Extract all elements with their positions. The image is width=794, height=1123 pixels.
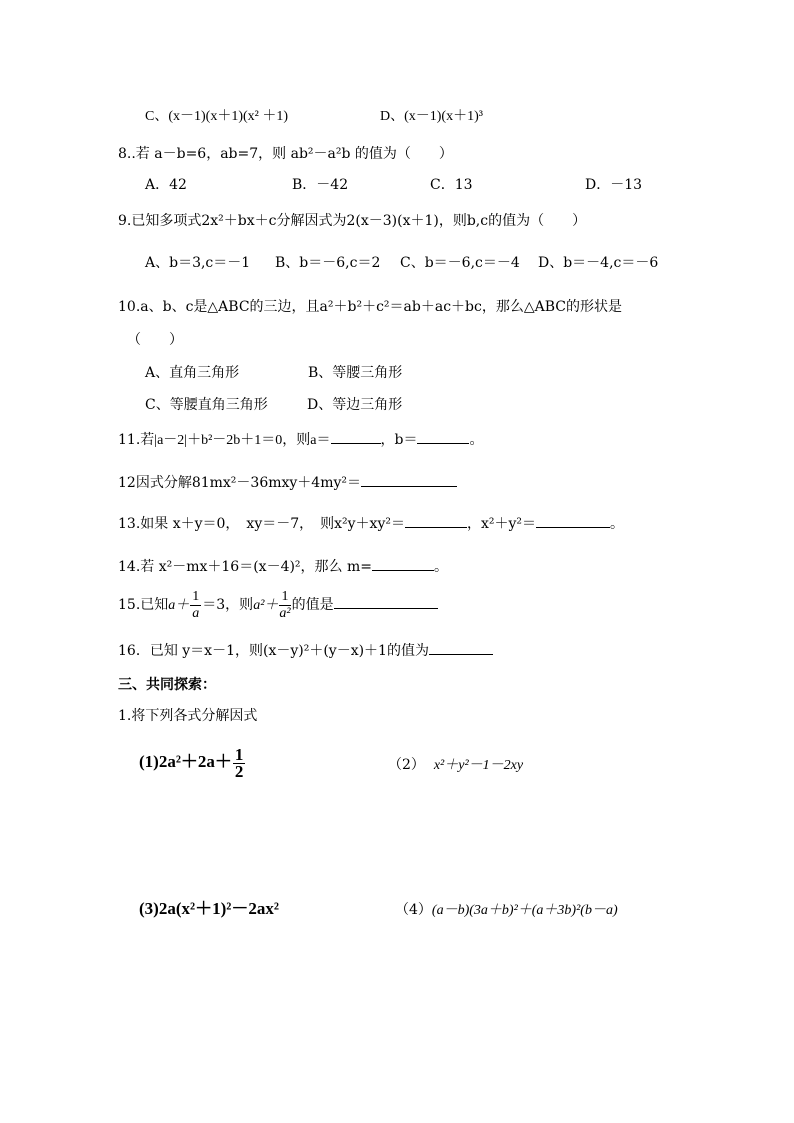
- section-3-title: 三、共同探索：: [118, 677, 216, 693]
- q8-stem: 8..若 a－b=6，ab=7，则 ab²－a²b 的值为（ ）: [118, 146, 453, 162]
- q13-mid: ，x²＋y²＝: [466, 516, 537, 532]
- ex1-p2-expr: x²＋y²－1－2xy: [433, 758, 524, 773]
- q12-blank[interactable]: [361, 472, 457, 487]
- q16-blank[interactable]: [429, 640, 493, 655]
- q11-end: 。: [469, 432, 484, 448]
- q14-end: 。: [434, 559, 449, 575]
- q15-end: 的值是: [291, 597, 334, 613]
- q15-fraction-1: [190, 589, 201, 622]
- q7-option-d: D、(x－1)(x＋1)³: [380, 109, 483, 124]
- ex1-p2-label: （2）: [388, 757, 425, 773]
- ex1-p1-expr: (1)2a²＋2a＋: [139, 752, 232, 771]
- q13-blank-2[interactable]: [536, 513, 610, 528]
- q15-blank[interactable]: [334, 594, 438, 609]
- q10-option-a: A、直角三角形: [145, 365, 240, 381]
- q13-end: 。: [610, 516, 625, 532]
- ex1-p1-den: 2: [234, 761, 244, 781]
- exercise-1-part-4: [395, 901, 618, 920]
- q8-option-c: C．13: [430, 177, 473, 193]
- q15-fraction-2: [279, 589, 290, 622]
- q10-stem: 10.a、b、c是△ABC的三边，且a²＋b²＋c²＝ab＋ac＋bc，那么△ABC的形状是: [118, 299, 622, 315]
- q8-option-d: D．－13: [585, 177, 643, 193]
- exercise-1-part-3: (3)2a(x²＋1)²－2ax²: [139, 899, 279, 918]
- q11-blank-a[interactable]: [331, 429, 381, 444]
- q11-expr: |a－2|＋b²－2b＋1＝0，则a＝: [154, 433, 331, 448]
- q13-blank-1[interactable]: [405, 513, 467, 528]
- q15-eq3: ＝3，则: [202, 597, 254, 613]
- q10-option-d: D、等边三角形: [307, 397, 403, 413]
- q10-paren: （ ）: [127, 332, 183, 348]
- q9-option-c: C、b＝－6,c＝－4: [400, 255, 520, 271]
- q16-text: 16．已知 y＝x－1，则(x－y)²＋(y－x)＋1的值为: [118, 643, 429, 659]
- ex1-p1-fraction: [233, 744, 246, 781]
- q15-frac2-num: 1: [279, 589, 290, 606]
- q11-mid: ，b＝: [380, 432, 418, 448]
- ex1-p4-label: （4）: [395, 902, 432, 918]
- q14-line: [118, 556, 448, 576]
- ex1-p1-num: 1: [234, 744, 244, 764]
- q10-option-c: C、等腰直角三角形: [145, 397, 268, 413]
- q8-option-b: B．－42: [292, 177, 349, 193]
- exercise-1-title: 1.将下列各式分解因式: [118, 708, 258, 724]
- q16-line: [118, 640, 493, 660]
- q7-option-c: C、(x－1)(x＋1)(x² ＋1): [145, 109, 289, 124]
- q9-stem: 9.已知多项式2x²＋bx＋c分解因式为2(x－3)(x＋1)，则b,c的值为（ ）: [118, 213, 587, 229]
- q15-frac1-num: 1: [192, 588, 200, 604]
- q15-pre: 15.已知: [118, 597, 169, 613]
- q11-blank-b[interactable]: [417, 429, 469, 444]
- q15-line: [118, 587, 438, 624]
- q15-a2-plus: a²＋: [253, 598, 279, 613]
- q9-option-d: D、b＝－4,c＝－6: [538, 255, 659, 271]
- q15-frac2-den: a²: [279, 605, 291, 621]
- q15-a-plus: a＋: [168, 598, 190, 613]
- q12-line: [118, 472, 457, 492]
- exercise-1-part-1: [139, 741, 246, 783]
- q12-text: 12因式分解81mx²－36mxy＋4my²＝: [118, 475, 362, 491]
- q13-pre: 13.如果 x＋y＝0， xy＝－7， 则x²y＋xy²＝: [118, 516, 405, 532]
- q9-option-b: B、b＝－6,c＝2: [275, 255, 381, 271]
- q11-line: [118, 429, 483, 450]
- exercise-1-part-2: [388, 756, 523, 775]
- ex1-p4-expr: (a－b)(3a＋b)²＋(a＋3b)²(b－a): [431, 903, 618, 918]
- q14-blank[interactable]: [372, 556, 434, 571]
- q11-pre: 11.若: [118, 432, 155, 448]
- q9-option-a: A、b＝3,c＝－1: [145, 255, 251, 271]
- q8-option-a: A．42: [145, 177, 187, 193]
- q13-line: [118, 513, 624, 533]
- q10-option-b: B、等腰三角形: [308, 365, 403, 381]
- q14-text: 14.若 x²－mx＋16＝(x－4)²，那么 m=: [118, 559, 373, 575]
- q15-frac1-den: a: [192, 605, 200, 621]
